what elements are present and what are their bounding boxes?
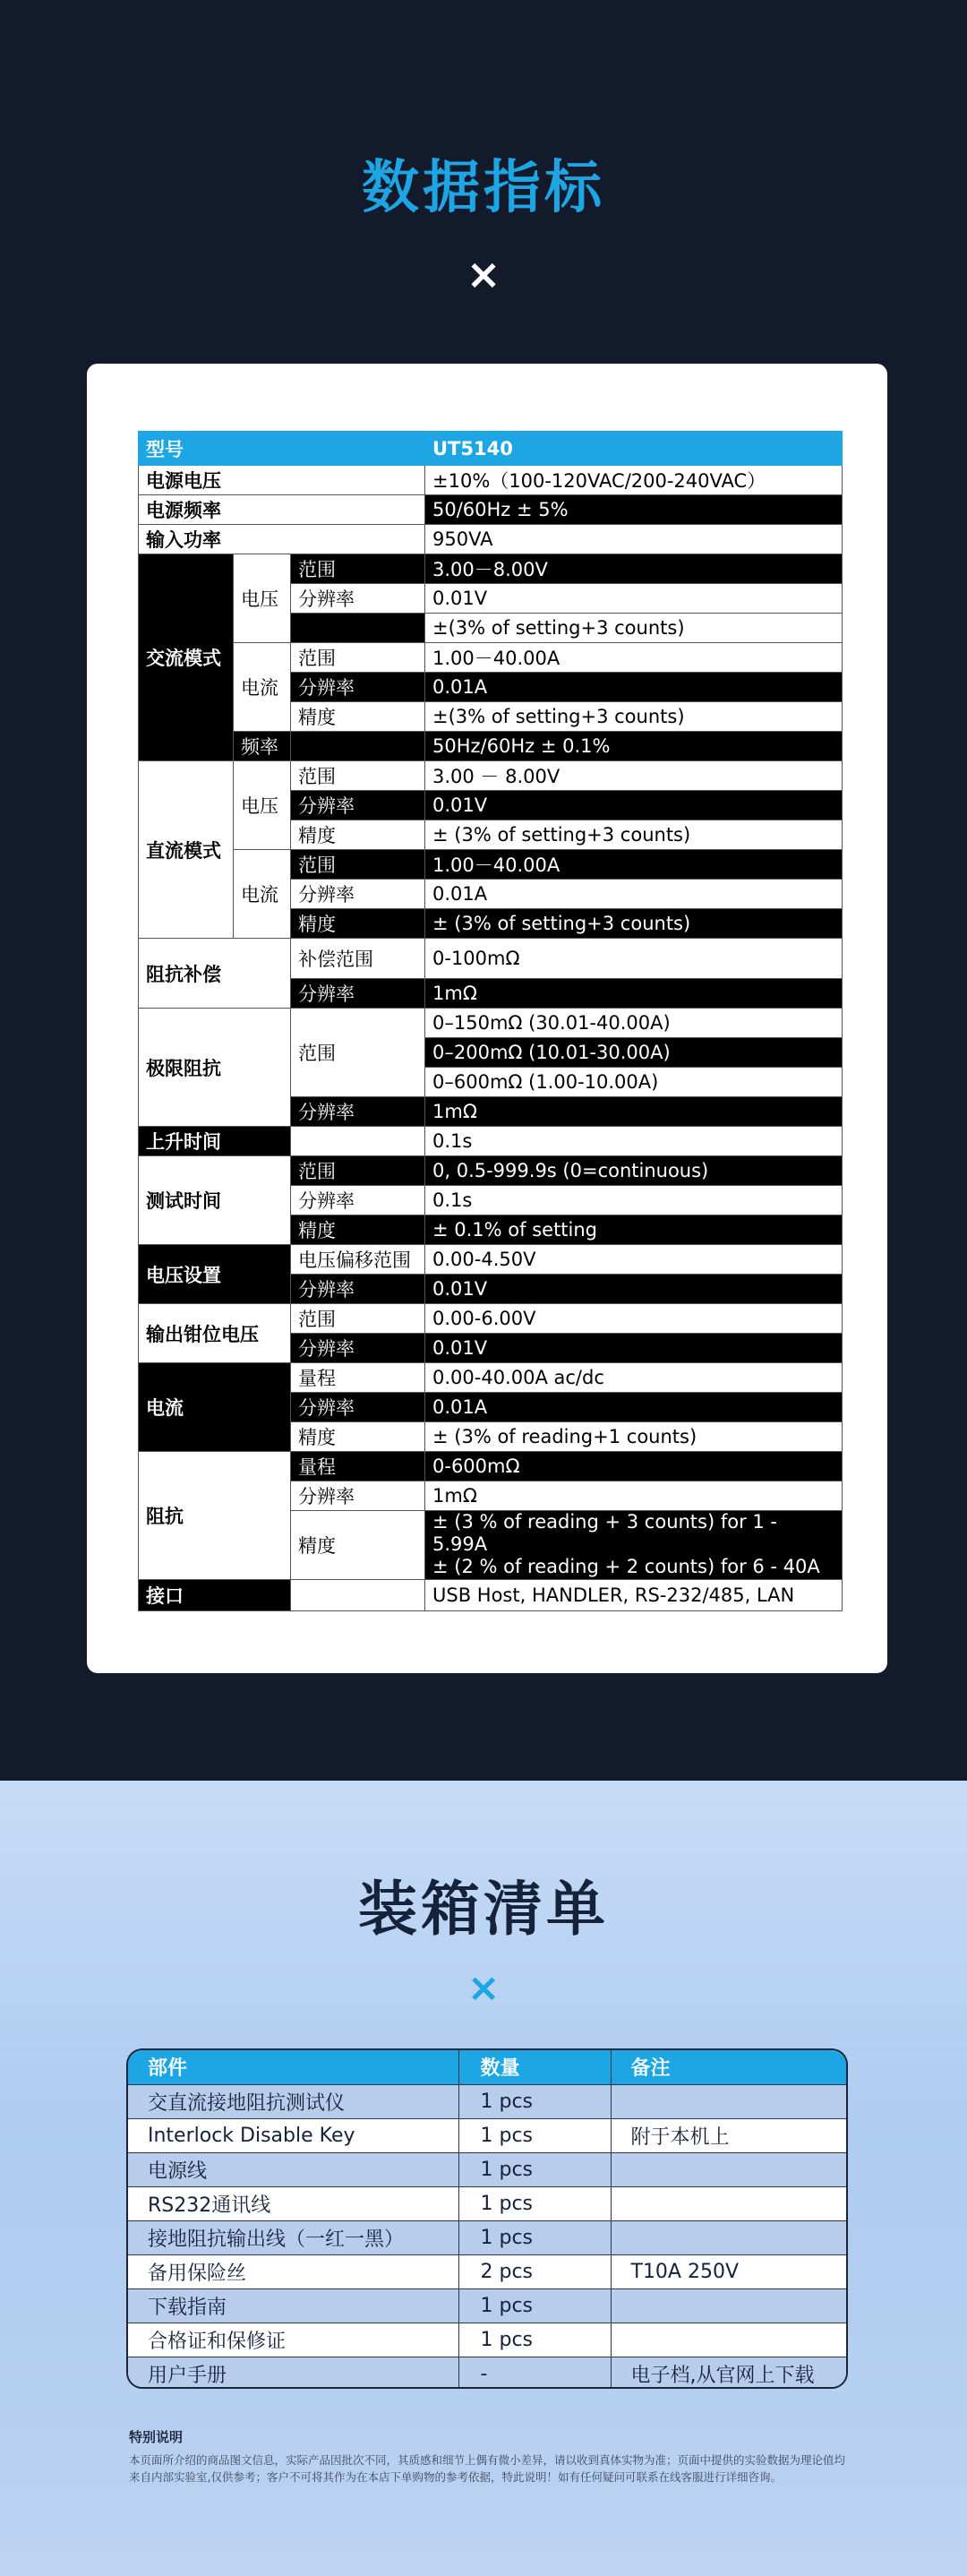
spec-value: ± (3% of reading+1 counts) — [425, 1422, 843, 1452]
spec-value: 0-100mΩ — [425, 939, 843, 979]
packing-qty: 1 pcs — [458, 2220, 611, 2254]
spec-param: 精度 — [291, 1511, 425, 1580]
spec-value: 1mΩ — [425, 1097, 843, 1127]
spec-param: 分辨率 — [291, 1275, 425, 1304]
spec-param: 量程 — [291, 1452, 425, 1481]
packing-item: 合格证和保修证 — [128, 2323, 458, 2357]
spec-group-impedance-comp: 阻抗补偿 — [139, 939, 291, 1009]
spec-param: 分辨率 — [291, 880, 425, 909]
packing-header: 数量 — [458, 2050, 611, 2084]
spec-param-empty — [291, 1579, 425, 1610]
spec-param: 范围 — [291, 850, 425, 880]
spec-row-power-freq — [139, 495, 843, 525]
spec-acc-line: ± (3 % of reading + 3 counts) for 1 - 5.99A — [432, 1511, 778, 1556]
spec-param: 分辨率 — [291, 1334, 425, 1363]
packing-row — [128, 2118, 848, 2152]
special-notes — [129, 2427, 845, 2486]
spec-value: 950VA — [425, 525, 843, 554]
spec-param: 分辨率 — [291, 979, 425, 1009]
packing-row — [128, 2152, 848, 2186]
packing-item: 备用保险丝 — [128, 2254, 458, 2288]
spec-group-current: 电流 — [139, 1363, 291, 1452]
spec-value: 1.00－40.00A — [425, 643, 843, 673]
spec-label: 上升时间 — [139, 1127, 291, 1156]
spec-row-dc-current-range — [139, 850, 843, 880]
spec-value: 3.00 － 8.00V — [425, 761, 843, 791]
spec-value: 0–150mΩ (30.01-40.00A) — [425, 1009, 843, 1038]
spec-row-test-range — [139, 1156, 843, 1186]
spec-param: 范围 — [291, 643, 425, 673]
spec-sub-freq: 频率 — [234, 732, 291, 761]
spec-row-rise-time — [139, 1127, 843, 1156]
spec-param: 电压偏移范围 — [291, 1245, 425, 1275]
packing-note: T10A 250V — [611, 2254, 848, 2288]
packing-item: 接地阻抗输出线（一红一黑） — [128, 2220, 458, 2254]
notes-text: 本页面所介绍的商品图文信息，实际产品因批次不同，其质感和细节上偶有微小差异，请以收到真体实物为准；页面中提供的实验数据为理论值均来自内部实验室,仅供参考；客户不可将其作为在本店下单购物的参考依据，特此说明！如有任何疑问可联系在线客服进行详细咨询。 — [129, 2453, 846, 2485]
spec-label: 输入功率 — [139, 525, 425, 554]
packing-row — [128, 2186, 848, 2220]
spec-value: 0.1s — [425, 1186, 843, 1215]
spec-acc-line: ± (2 % of reading + 2 counts) for 6 - 40A — [432, 1556, 820, 1578]
spec-value: 0.01V — [425, 791, 843, 820]
spec-row-limit-range-1 — [139, 1009, 843, 1038]
packing-item: 下载指南 — [128, 2288, 458, 2323]
spec-param: 补偿范围 — [291, 939, 425, 979]
spec-value: 0.1s — [425, 1127, 843, 1156]
spec-sub-voltage: 电压 — [234, 554, 291, 643]
spec-param: 范围 — [291, 761, 425, 791]
specs-title: 数据指标 — [362, 155, 605, 221]
spec-param: 范围 — [291, 1156, 425, 1186]
spec-value: 0.01A — [425, 673, 843, 702]
spec-row-input-power — [139, 525, 843, 554]
spec-param: 范围 — [291, 1304, 425, 1334]
spec-value: 1.00－40.00A — [425, 850, 843, 880]
packing-item: Interlock Disable Key — [128, 2118, 458, 2152]
spec-group-clamp-voltage: 输出钳位电压 — [139, 1304, 291, 1363]
spec-value: ±(3% of setting+3 counts) — [425, 702, 843, 732]
spec-param: 分辨率 — [291, 1393, 425, 1422]
spec-group-limit-impedance: 极限阻抗 — [139, 1009, 291, 1127]
packing-item: RS232通讯线 — [128, 2186, 458, 2220]
spec-row-clamp-range — [139, 1304, 843, 1334]
spec-value: 0.00-6.00V — [425, 1304, 843, 1334]
spec-group-test-time: 测试时间 — [139, 1156, 291, 1245]
spec-param: 分辨率 — [291, 1481, 425, 1511]
packing-title: 装箱清单 — [358, 1875, 609, 1944]
spec-param: 量程 — [291, 1363, 425, 1393]
packing-note — [611, 2323, 848, 2357]
packing-row — [128, 2323, 848, 2357]
packing-note — [611, 2152, 848, 2186]
spec-header-row — [139, 432, 843, 466]
spec-row-interface — [139, 1579, 843, 1610]
spec-label: 电源频率 — [139, 495, 425, 525]
spec-row-current-range — [139, 1363, 843, 1393]
spec-value: 1mΩ — [425, 979, 843, 1009]
spec-row-comp-range — [139, 939, 843, 979]
packing-qty: 1 pcs — [458, 2152, 611, 2186]
spec-value: ±(3% of setting+3 counts) — [425, 614, 843, 643]
spec-value: 50/60Hz ± 5% — [425, 495, 843, 525]
packing-note: 电子档,从官网上下载 — [611, 2357, 848, 2389]
packing-qty: 1 pcs — [458, 2323, 611, 2357]
packing-item: 电源线 — [128, 2152, 458, 2186]
spec-param: 范围 — [291, 1009, 425, 1097]
packing-row — [128, 2220, 848, 2254]
spec-param: 分辨率 — [291, 673, 425, 702]
packing-qty: - — [458, 2357, 611, 2389]
spec-value: USB Host, HANDLER, RS-232/485, LAN — [425, 1579, 843, 1610]
spec-value: ± (3% of setting+3 counts) — [425, 909, 843, 939]
spec-header-model: UT5140 — [425, 432, 843, 466]
packing-qty: 1 pcs — [458, 2288, 611, 2323]
packing-table — [128, 2050, 848, 2389]
spec-param: 精度 — [291, 820, 425, 850]
spec-value: 0.01A — [425, 1393, 843, 1422]
packing-qty: 1 pcs — [458, 2084, 611, 2118]
packing-qty: 1 pcs — [458, 2118, 611, 2152]
spec-row-ac-voltage-range — [139, 554, 843, 584]
spec-row-power-voltage — [139, 466, 843, 495]
packing-row — [128, 2084, 848, 2118]
spec-value: 0.00-40.00A ac/dc — [425, 1363, 843, 1393]
spec-value: 0, 0.5-999.9s (0=continuous) — [425, 1156, 843, 1186]
spec-group-voltage-setting: 电压设置 — [139, 1245, 291, 1304]
spec-row-vset-offset — [139, 1245, 843, 1275]
spec-group-resistance: 阻抗 — [139, 1452, 291, 1580]
spec-param: 分辨率 — [291, 791, 425, 820]
spec-param-empty — [291, 1127, 425, 1156]
spec-value: 0.01V — [425, 584, 843, 614]
spec-value: ±10%（100-120VAC/200-240VAC） — [425, 466, 843, 495]
spec-label: 接口 — [139, 1579, 291, 1610]
packing-item: 交直流接地阻抗测试仪 — [128, 2084, 458, 2118]
spec-sub-current: 电流 — [234, 643, 291, 732]
spec-value: 0–600mΩ (1.00-10.00A) — [425, 1068, 843, 1097]
spec-row-ac-current-range — [139, 643, 843, 673]
packing-row — [128, 2357, 848, 2389]
spec-param: 分辨率 — [291, 1097, 425, 1127]
packing-note — [611, 2220, 848, 2254]
spec-row-dc-voltage-range — [139, 761, 843, 791]
packing-item: 用户手册 — [128, 2357, 458, 2389]
packing-row — [128, 2254, 848, 2288]
spec-sub-current: 电流 — [234, 850, 291, 939]
packing-note: 附于本机上 — [611, 2118, 848, 2152]
spec-value: 50Hz/60Hz ± 0.1% — [425, 732, 843, 761]
spec-param: 分辨率 — [291, 584, 425, 614]
packing-qty: 2 pcs — [458, 2254, 611, 2288]
close-icon: × — [466, 250, 501, 298]
spec-value: 0-600mΩ — [425, 1452, 843, 1481]
spec-group-ac-mode: 交流模式 — [139, 554, 234, 761]
spec-value: 0.01V — [425, 1275, 843, 1304]
spec-group-dc-mode: 直流模式 — [139, 761, 234, 939]
spec-param: 范围 — [291, 554, 425, 584]
packing-row — [128, 2288, 848, 2323]
spec-param: 精度 — [291, 702, 425, 732]
spec-param-empty — [291, 732, 425, 761]
spec-param: 分辨率 — [291, 1186, 425, 1215]
spec-table — [138, 431, 843, 1611]
close-icon: × — [466, 1965, 501, 2011]
spec-value: ± 0.1% of setting — [425, 1215, 843, 1245]
spec-value: 0.00-4.50V — [425, 1245, 843, 1275]
spec-value: 0.01A — [425, 880, 843, 909]
spec-value — [425, 1511, 843, 1580]
spec-row-res-range — [139, 1452, 843, 1481]
packing-qty: 1 pcs — [458, 2186, 611, 2220]
packing-header-row — [128, 2050, 848, 2084]
spec-param: 精度 — [291, 1422, 425, 1452]
spec-param-empty — [291, 614, 425, 643]
packing-note — [611, 2084, 848, 2118]
spec-param: 精度 — [291, 909, 425, 939]
packing-header: 部件 — [128, 2050, 458, 2084]
spec-label: 电源电压 — [139, 466, 425, 495]
spec-value: 0–200mΩ (10.01-30.00A) — [425, 1038, 843, 1068]
spec-value: 0.01V — [425, 1334, 843, 1363]
spec-param: 精度 — [291, 1215, 425, 1245]
packing-header: 备注 — [611, 2050, 848, 2084]
spec-row-ac-freq — [139, 732, 843, 761]
spec-sub-voltage: 电压 — [234, 761, 291, 850]
packing-table-frame — [126, 2048, 848, 2389]
spec-value: ± (3% of setting+3 counts) — [425, 820, 843, 850]
spec-header-label: 型号 — [139, 432, 425, 466]
packing-note — [611, 2186, 848, 2220]
packing-note — [611, 2288, 848, 2323]
notes-title: 特别说明 — [129, 2429, 184, 2445]
spec-value: 3.00－8.00V — [425, 554, 843, 584]
spec-value: 1mΩ — [425, 1481, 843, 1511]
